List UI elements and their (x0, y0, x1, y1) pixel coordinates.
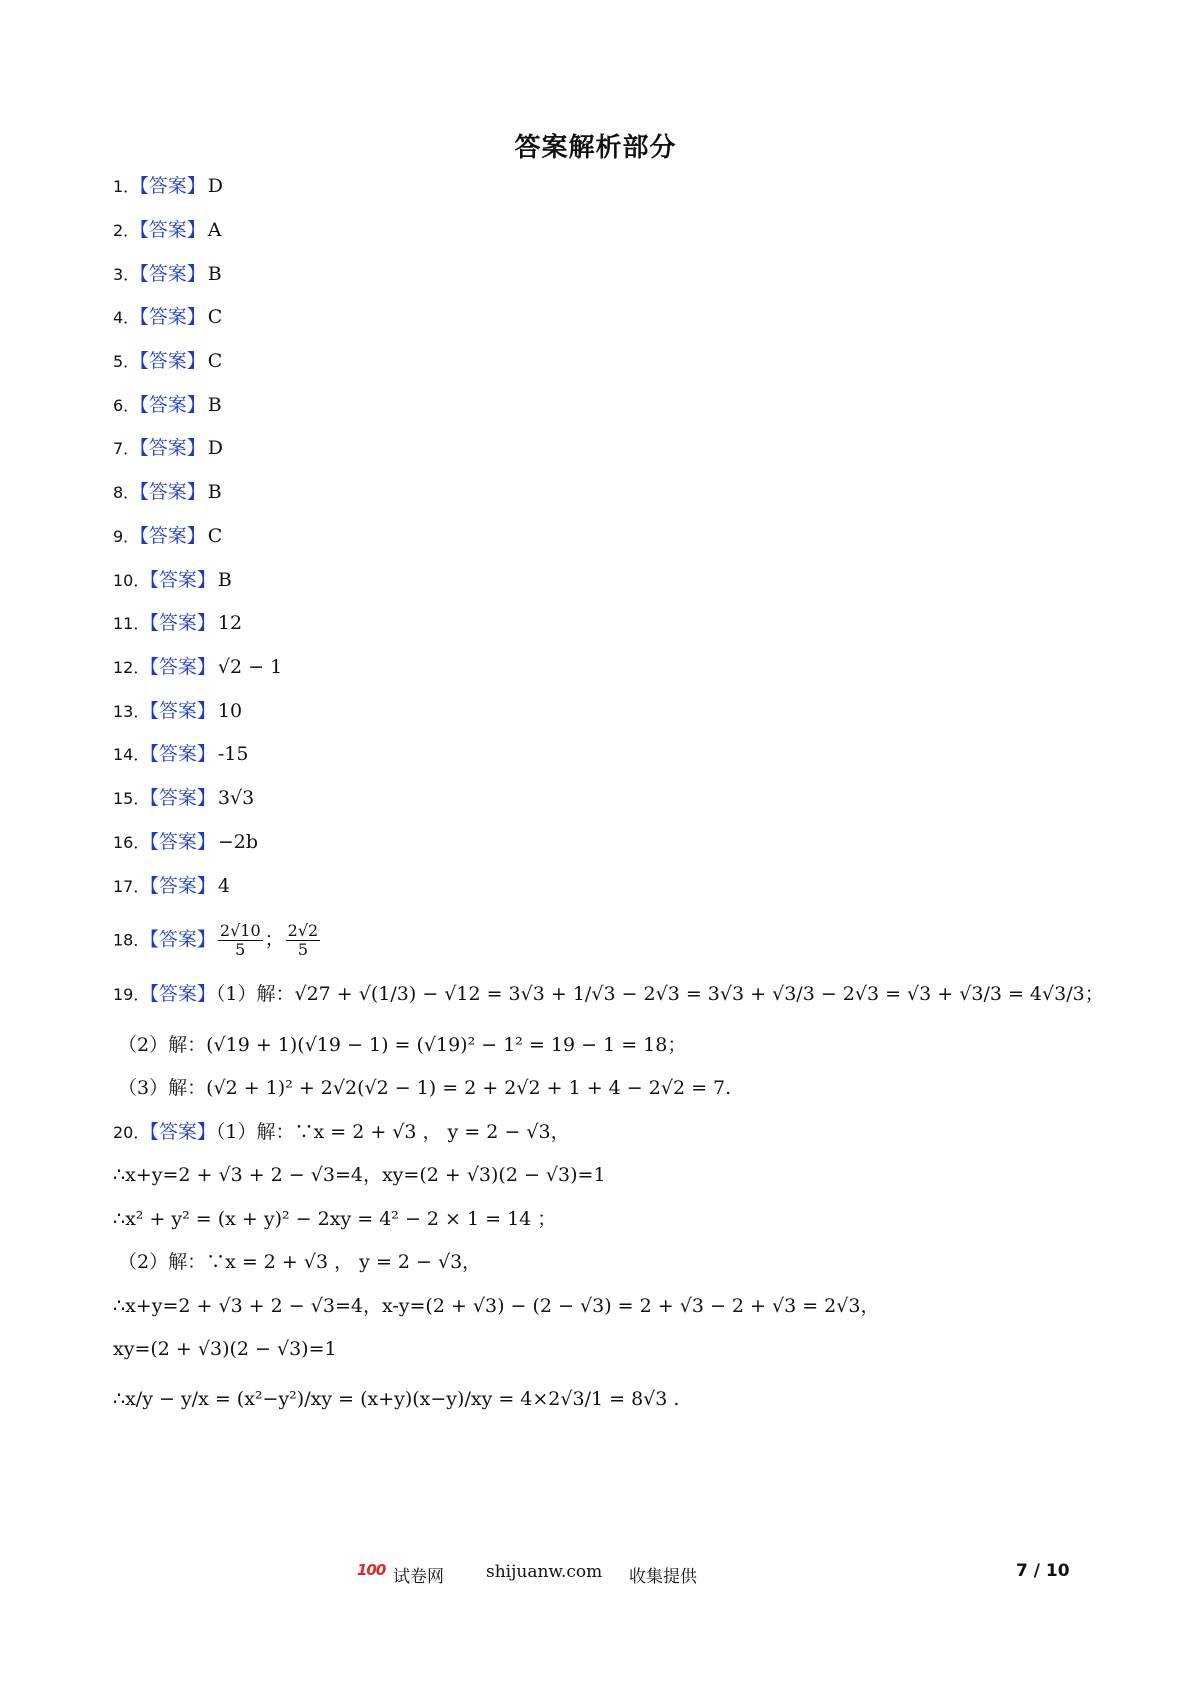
answer-value: B (207, 263, 222, 285)
question-number: 10． (113, 571, 150, 590)
answer-tag: 【答案】 (139, 437, 206, 459)
answer-tag: 【答案】 (139, 306, 206, 328)
answer-value: B (207, 481, 222, 503)
answer-20-line7: ∴x/y − y/x = (x²−y²)/xy = (x+y)(x−y)/xy = 4×2√3/1 = 8√3 . (113, 1388, 680, 1410)
answer-line (113, 828, 258, 857)
answer-tag: 【答案】 (139, 175, 206, 197)
answer-19-part1 (113, 980, 1104, 1009)
page-number: 7 / 10 (1016, 1561, 1070, 1581)
answer-line (113, 872, 230, 901)
question-number: 11． (113, 614, 150, 633)
answer-tag: 【答案】 (139, 350, 206, 372)
answer-line (113, 653, 282, 682)
answer-tag: 【答案】 (149, 743, 216, 765)
math-expression: √27 + √(1/3) − √12 = 3√3 + 1/√3 − 2√3 = 3√3 + √3/3 − 2√3 = √3 + √3/3 = 4√3/3； (294, 983, 1104, 1005)
answer-value: √2 − 1 (217, 656, 283, 678)
answer-tag: 【答案】 (139, 263, 206, 285)
answer-20-line1 (113, 1118, 570, 1147)
question-number: 13． (113, 702, 150, 721)
question-number: 5． (113, 352, 140, 371)
question-number: 3． (113, 265, 140, 284)
answer-line (113, 347, 222, 376)
answer-value: C (207, 525, 223, 547)
answer-value: 10 (217, 700, 243, 722)
answer-tag: 【答案】 (149, 569, 216, 591)
answer-value: 3√3 (217, 787, 255, 809)
answer-20-line4: （2）解：∵x = 2 + √3 ， y = 2 − √3， (118, 1251, 482, 1273)
question-number: 1． (113, 177, 140, 196)
answer-tag: 【答案】 (149, 612, 216, 634)
answer-value: C (207, 350, 223, 372)
answer-value: −2b (217, 831, 259, 853)
answer-value: 4 (217, 875, 230, 897)
answer-tag: 【答案】 (149, 787, 216, 809)
question-number: 15． (113, 789, 150, 808)
answer-line (113, 478, 222, 507)
part-label: （1）解： (215, 983, 295, 1005)
page-title: 答案解析部分 (514, 133, 677, 163)
separator: ； (264, 928, 284, 951)
question-number: 18． (113, 930, 150, 950)
answer-line (113, 391, 222, 420)
answer-tag: 【答案】 (149, 875, 216, 897)
question-number: 4． (113, 308, 140, 327)
site-url[interactable]: shijuanw.com (486, 1562, 603, 1582)
answer-tag: 【答案】 (149, 928, 216, 951)
question-number: 9． (113, 527, 140, 546)
answer-tag: 【答案】 (149, 831, 216, 853)
answer-18 (113, 922, 322, 959)
answer-line (113, 566, 232, 595)
answer-tag: 【答案】 (139, 394, 206, 416)
answer-19-part2: （2）解：(√19 + 1)(√19 − 1) = (√19)² − 1² = 19 − 1 = 18； (118, 1034, 687, 1056)
answer-value: A (207, 219, 222, 241)
answer-tag: 【答案】 (149, 700, 216, 722)
answer-tag: 【答案】 (149, 1121, 216, 1143)
answer-value: -15 (217, 743, 249, 765)
answer-line (113, 740, 249, 769)
math-expression: （1）解：∵x = 2 + √3 ， y = 2 − √3， (215, 1121, 570, 1143)
provided-text: 收集提供 (629, 1567, 697, 1587)
answer-line (113, 609, 242, 638)
question-number: 17． (113, 877, 150, 896)
question-number: 8． (113, 483, 140, 502)
question-number: 20． (113, 1123, 150, 1142)
answer-value: B (217, 569, 232, 591)
question-number: 14． (113, 745, 150, 764)
answer-20-line2: ∴x+y=2 + √3 + 2 − √3=4，xy=(2 + √3)(2 − √3)=1 (113, 1164, 606, 1186)
answer-tag: 【答案】 (149, 983, 216, 1005)
answer-tag: 【答案】 (139, 219, 206, 241)
answer-value: B (207, 394, 222, 416)
site-logo: 100 (357, 1561, 386, 1579)
answer-line (113, 303, 222, 332)
answer-line (113, 260, 222, 289)
question-number: 2． (113, 221, 140, 240)
answer-line (113, 434, 223, 463)
answer-20-line3: ∴x² + y² = (x + y)² − 2xy = 4² − 2 × 1 = 14 ； (113, 1208, 557, 1230)
answer-20-line5: ∴x+y=2 + √3 + 2 − √3=4，x-y=(2 + √3) − (2 − √3) = 2 + √3 − 2 + √3 = 2√3， (113, 1295, 880, 1317)
fraction: $\frac{2√10}{5}$ (219, 921, 261, 959)
answer-tag: 【答案】 (139, 481, 206, 503)
fraction: $\frac{2√2}{5}$ (287, 921, 319, 959)
answer-line (113, 522, 222, 551)
answer-value: D (207, 175, 223, 197)
question-number: 19． (113, 985, 150, 1004)
answer-line (113, 784, 254, 813)
question-number: 12． (113, 658, 150, 677)
answer-tag: 【答案】 (149, 656, 216, 678)
question-number: 6． (113, 396, 140, 415)
answer-value: C (207, 306, 223, 328)
answer-value: 12 (217, 612, 243, 634)
answer-20-line6: xy=(2 + √3)(2 − √3)=1 (113, 1338, 337, 1360)
answer-line (113, 216, 221, 245)
answer-value: D (207, 437, 223, 459)
site-name: 试卷网 (393, 1567, 444, 1587)
question-number: 16． (113, 833, 150, 852)
question-number: 7． (113, 439, 140, 458)
answer-line (113, 697, 242, 726)
answer-19-part3: （3）解：(√2 + 1)² + 2√2(√2 − 1) = 2 + 2√2 + 1 + 4 − 2√2 = 7. (118, 1077, 732, 1099)
answer-line (113, 172, 223, 201)
answer-tag: 【答案】 (139, 525, 206, 547)
